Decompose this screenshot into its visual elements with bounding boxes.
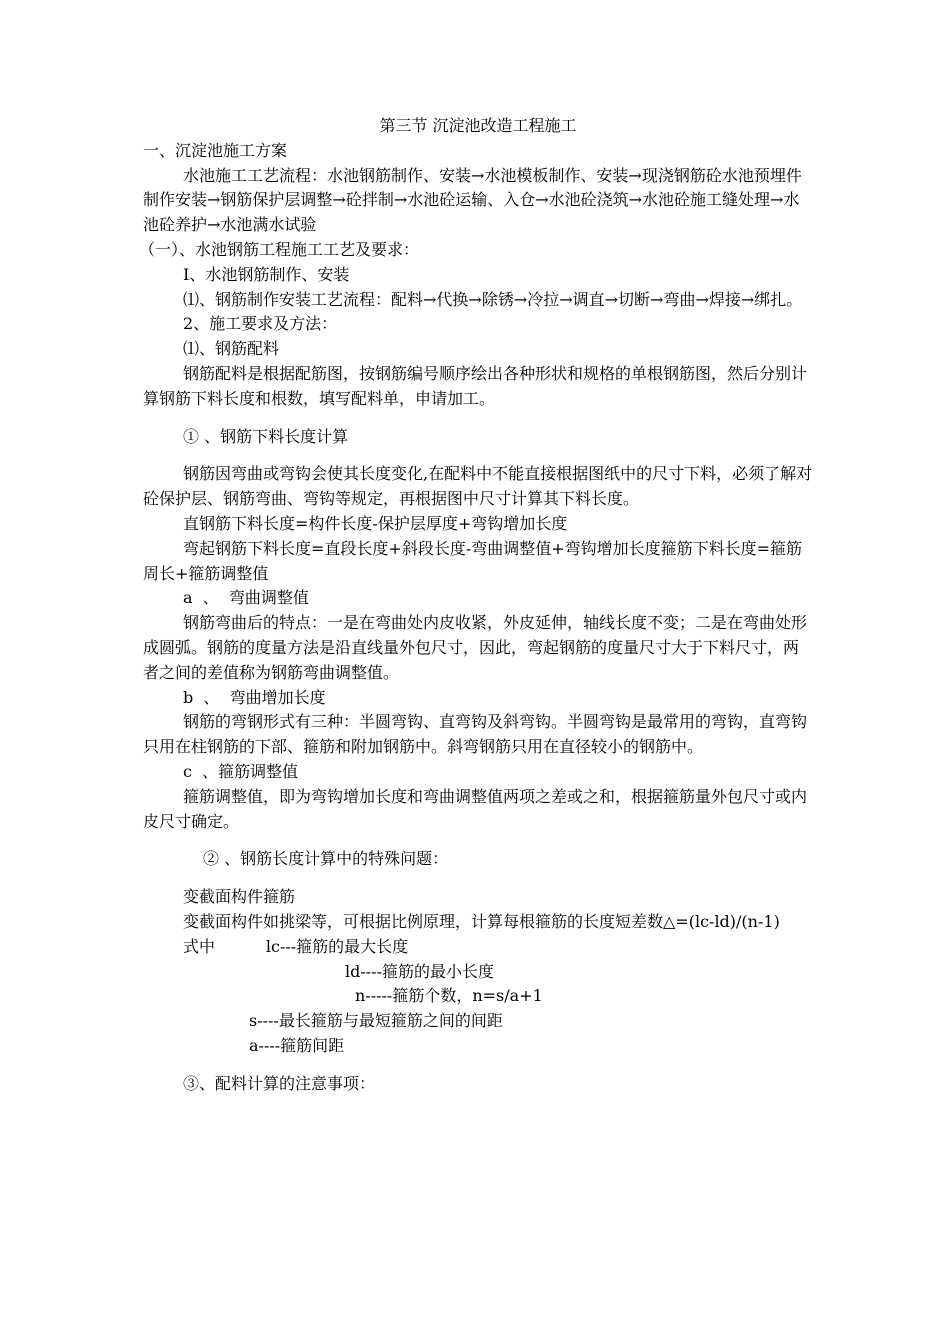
process-flow-paragraph: 水池施工工艺流程：水池钢筋制作、安装→水池模板制作、安装→现浇钢筋砼水池预埋件制作安装→钢筋保护层调整→砼拌制→水池砼运输、入仓→水池砼浇筑→水池砼施工缝处理→水池砼养护→水池满水试验 [143, 165, 802, 235]
subsection-rebar-heading: （一）、水池钢筋工程施工工艺及要求： [139, 239, 420, 259]
cutting-length-paragraph: 钢筋因弯曲或弯钩会使其长度变化,在配料中不能直接根据图纸中的尺寸下料，必须了解对砼保护层、钢筋弯曲、弯钩等规定，再根据图中尺寸计算其下料长度。 [143, 464, 813, 509]
formula-where-line-3: n-----箍筋个数，n=s/a+1 [355, 986, 543, 1006]
stirrup-adjustment-paragraph: 箍筋调整值，即为弯钩增加长度和弯曲调整值两项之差或之和，根据箍筋量外包尺寸或内皮尺寸确定。 [143, 786, 808, 831]
rebar-make-install-heading: I、水池钢筋制作、安装 [183, 264, 350, 284]
stirrup-adjustment-heading: c 、箍筋调整值 [183, 761, 299, 781]
formula-where-line-5: a----箍筋间距 [249, 1035, 345, 1055]
formula-where-line-4: s----最长箍筋与最短箍筋之间的间距 [249, 1011, 503, 1031]
variable-section-heading: 变截面构件箍筋 [183, 887, 296, 907]
construction-requirements-heading: 2、施工要求及方法： [183, 314, 338, 334]
straight-bar-formula: 直钢筋下料长度=构件长度-保护层厚度+弯钩增加长度 [183, 513, 568, 533]
bend-increase-heading: b 、 弯曲增加长度 [183, 687, 326, 707]
document-page [139, 114, 813, 1096]
rebar-process-paragraph: ⑴、钢筋制作安装工艺流程：配料→代换→除锈→冷拉→调直→切断→弯曲→焊接→绑扎。 [183, 289, 803, 309]
rebar-batching-heading: ⑴、钢筋配料 [183, 339, 280, 359]
batching-notes-heading: ③、配料计算的注意事项： [183, 1073, 376, 1093]
heading-construction-plan: 一、沉淀池施工方案 [143, 140, 288, 160]
formula-where-line-1: 式中 lc---箍筋的最大长度 [183, 936, 409, 956]
special-issues-heading: ② 、钢筋长度计算中的特殊问题： [203, 849, 449, 869]
bend-adjustment-paragraph: 钢筋弯曲后的特点：一是在弯曲处内皮收紧，外皮延伸，轴线长度不变；二是在弯曲处形成圆弧。钢筋的度量方法是沿直线量外包尺寸，因此，弯起钢筋的度量尺寸大于下料尺寸，两者之间的差值称为钢筋弯曲调整值。 [143, 613, 808, 682]
rebar-batching-paragraph: 钢筋配料是根据配筋图，按钢筋编号顺序绘出各种形状和规格的单根钢筋图，然后分别计算钢筋下料长度和根数，填写配料单，申请加工。 [143, 363, 808, 408]
bend-adjustment-heading: a 、 弯曲调整值 [183, 588, 309, 608]
section-title: 第三节 沉淀池改造工程施工 [379, 116, 577, 135]
formula-where-line-2: ld----箍筋的最小长度 [345, 961, 494, 981]
variable-section-paragraph: 变截面构件如挑梁等，可根据比例原理，计算每根箍筋的长度短差数△=(lc-ld)/(n-1) [183, 911, 780, 931]
cutting-length-heading: ① 、钢筋下料长度计算 [183, 426, 349, 446]
bent-bar-formula: 弯起钢筋下料长度=直段长度+斜段长度-弯曲调整值+弯钩增加长度箍筋下料长度=箍筋周长+箍筋调整值 [143, 538, 803, 583]
bend-increase-paragraph: 钢筋的弯钢形式有三种：半圆弯钩、直弯钩及斜弯钩。半圆弯钩是最常用的弯钩，直弯钩只用在柱钢筋的下部、箍筋和附加钢筋中。斜弯钢筋只用在直径较小的钢筋中。 [143, 712, 808, 757]
